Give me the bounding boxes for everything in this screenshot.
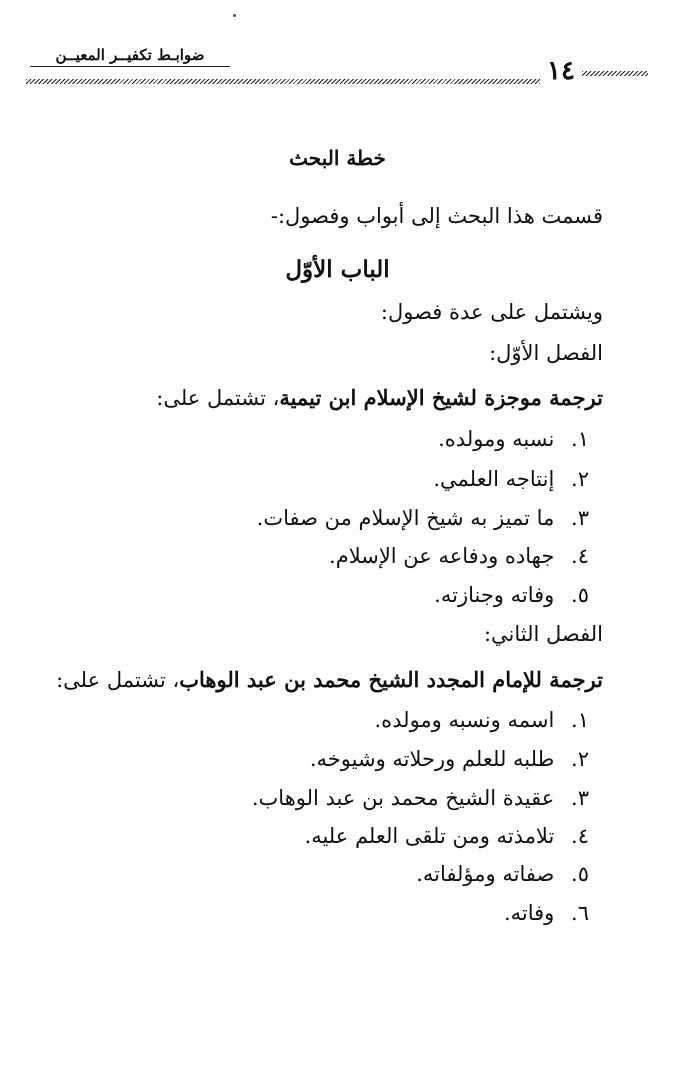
list-item-number: ١. — [571, 708, 589, 732]
list-item — [504, 897, 589, 929]
list-item — [438, 423, 589, 455]
part-one-title: الباب الأوّل — [285, 256, 390, 283]
list-item — [305, 820, 589, 852]
header-ornamental-rule-right — [582, 71, 648, 76]
list-item-text: صفاته ومؤلفاته. — [416, 862, 555, 886]
list-item-text: وفاته. — [503, 901, 555, 925]
list-item — [252, 782, 589, 814]
list-item — [416, 858, 589, 890]
list-item — [329, 540, 589, 572]
header-ornamental-rule — [26, 79, 540, 84]
list-item-number: ٦. — [571, 901, 589, 925]
chapter-two-lead-bold: ترجمة للإمام المجدد الشيخ محمد بن عبد الوهاب — [179, 667, 603, 692]
chapter-one-lead-rest: ، تشتمل على: — [156, 386, 280, 410]
list-item-number: ٤. — [571, 544, 589, 568]
list-item-number: ٣. — [571, 786, 589, 810]
list-item-number: ٤. — [571, 824, 589, 848]
running-header — [0, 0, 675, 95]
scan-speck — [233, 14, 236, 17]
chapter-two-lead-rest: ، تشتمل على: — [56, 668, 180, 692]
chapter-one-lead-bold: ترجمة موجزة لشيخ الإسلام ابن تيمية — [279, 385, 603, 410]
list-item-text: ما تميز به شيخ الإسلام من صفات. — [256, 506, 555, 530]
chapter-one-label: الفصل الأوّل: — [489, 341, 603, 365]
list-item-text: إنتاجه العلمي. — [433, 467, 555, 491]
page-number: ١٤ — [547, 56, 575, 86]
list-item-text: طلبه للعلم ورحلاته وشيوخه. — [309, 747, 555, 771]
list-item — [310, 743, 589, 775]
list-item-number: ٣. — [571, 506, 589, 530]
list-item-number: ٥. — [571, 862, 589, 886]
list-item-text: وفاته وجنازته. — [434, 583, 555, 607]
intro-line: قسمت هذا البحث إلى أبواب وفصول:- — [270, 204, 603, 228]
list-item-text: نسبه ومولده. — [438, 427, 555, 451]
chapter-two-label: الفصل الثاني: — [483, 622, 603, 646]
running-header-title: ضوابـط تكفيــر المعيــن — [55, 46, 205, 64]
list-item-text: عقيدة الشيخ محمد بن عبد الوهاب. — [251, 786, 555, 810]
list-item-number: ٢. — [571, 747, 589, 771]
plan-title: خطة البحث — [289, 146, 386, 170]
list-item — [257, 502, 589, 534]
list-item-number: ١. — [571, 427, 589, 451]
chapter-one-lead — [156, 382, 603, 414]
list-item-number: ٥. — [571, 583, 589, 607]
list-item-text: تلامذته ومن تلقى العلم عليه. — [304, 824, 555, 848]
list-item — [374, 704, 589, 736]
header-title-underline — [30, 66, 230, 67]
part-one-intro: ويشتمل على عدة فصول: — [380, 300, 603, 324]
list-item-number: ٢. — [571, 467, 589, 491]
chapter-two-lead — [56, 664, 603, 696]
list-item-text: جهاده ودفاعه عن الإسلام. — [329, 544, 555, 568]
list-item — [434, 579, 589, 611]
list-item — [433, 463, 589, 495]
list-item-text: اسمه ونسبه ومولده. — [374, 708, 555, 732]
